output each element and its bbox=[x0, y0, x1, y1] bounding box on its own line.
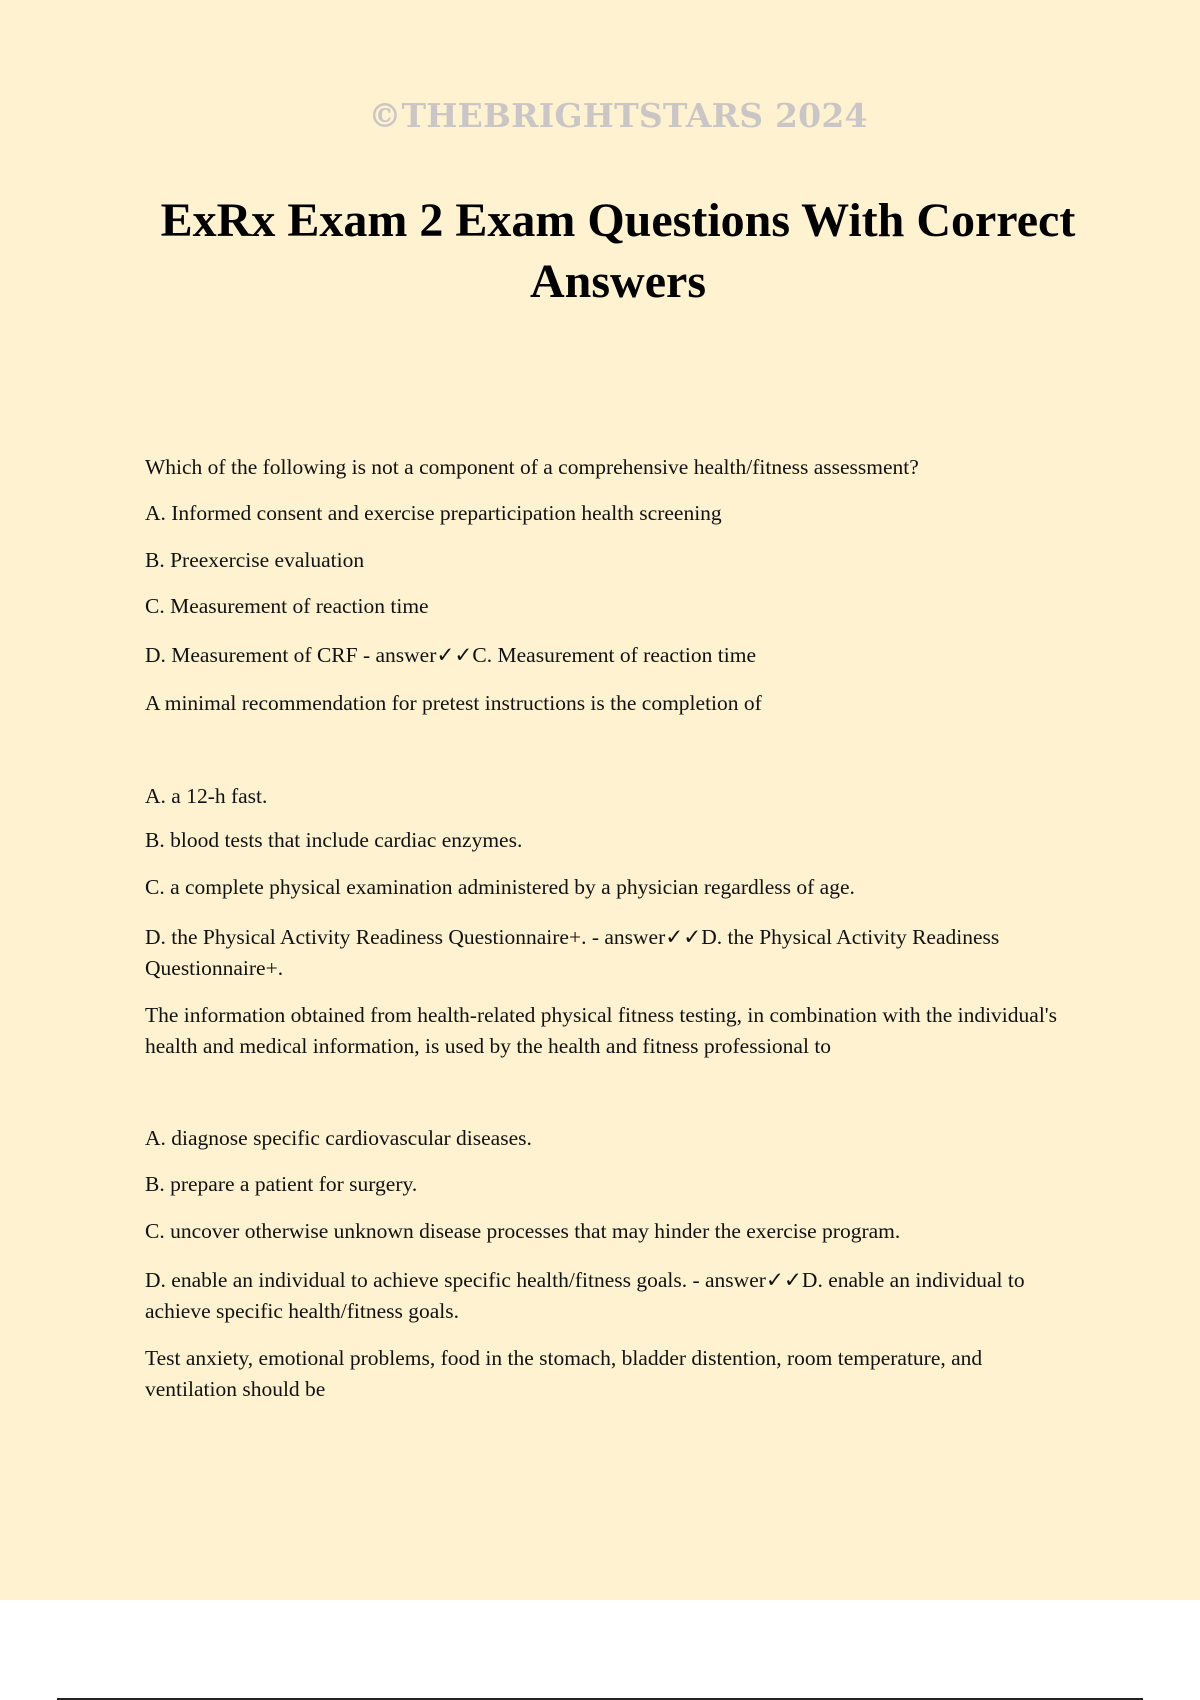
question-1-prompt: Which of the following is not a component of a comprehensive health/fitness assessment? bbox=[145, 455, 919, 479]
question-1-option-d-answer: D. Measurement of CRF - answer✓✓C. Measurement of reaction time bbox=[145, 643, 756, 667]
question-3-option-a: A. diagnose specific cardiovascular diseases. bbox=[145, 1126, 532, 1150]
question-1-option-b: B. Preexercise evaluation bbox=[145, 548, 365, 572]
question-1-option-a: A. Informed consent and exercise preparticipation health screening bbox=[145, 501, 722, 525]
question-3-option-c: C. uncover otherwise unknown disease processes that may hinder the exercise program. bbox=[145, 1219, 901, 1243]
question-1-option-c: C. Measurement of reaction time bbox=[145, 594, 429, 618]
question-3-prompt: The information obtained from health-related physical fitness testing, in combination with the individual's health and medical information, is used by the health and fitness professional to bbox=[145, 1003, 1058, 1058]
copyright-watermark: ©THEBRIGHTSTARS 2024 bbox=[368, 96, 868, 135]
question-3-option-d-answer: D. enable an individual to achieve specific health/fitness goals. - answer✓✓D. enable an individual to achieve specific health/fitness goals. bbox=[145, 1268, 1025, 1323]
question-2-option-c: C. a complete physical examination administered by a physician regardless of age. bbox=[145, 875, 855, 899]
question-2-prompt: A minimal recommendation for pretest instructions is the completion of bbox=[145, 691, 762, 715]
question-3-option-b: B. prepare a patient for surgery. bbox=[145, 1172, 418, 1196]
document-title: ExRx Exam 2 Exam Questions With Correct Answers bbox=[160, 194, 1076, 308]
question-2-option-d-answer: D. the Physical Activity Readiness Questionnaire+. - answer✓✓D. the Physical Activity Readiness Questionnaire+. bbox=[145, 925, 1000, 980]
question-4-prompt: Test anxiety, emotional problems, food in the stomach, bladder distention, room temperature, and ventilation should be bbox=[145, 1346, 983, 1401]
question-2-option-a: A. a 12-h fast. bbox=[145, 784, 268, 808]
question-2-option-b: B. blood tests that include cardiac enzymes. bbox=[145, 828, 523, 852]
